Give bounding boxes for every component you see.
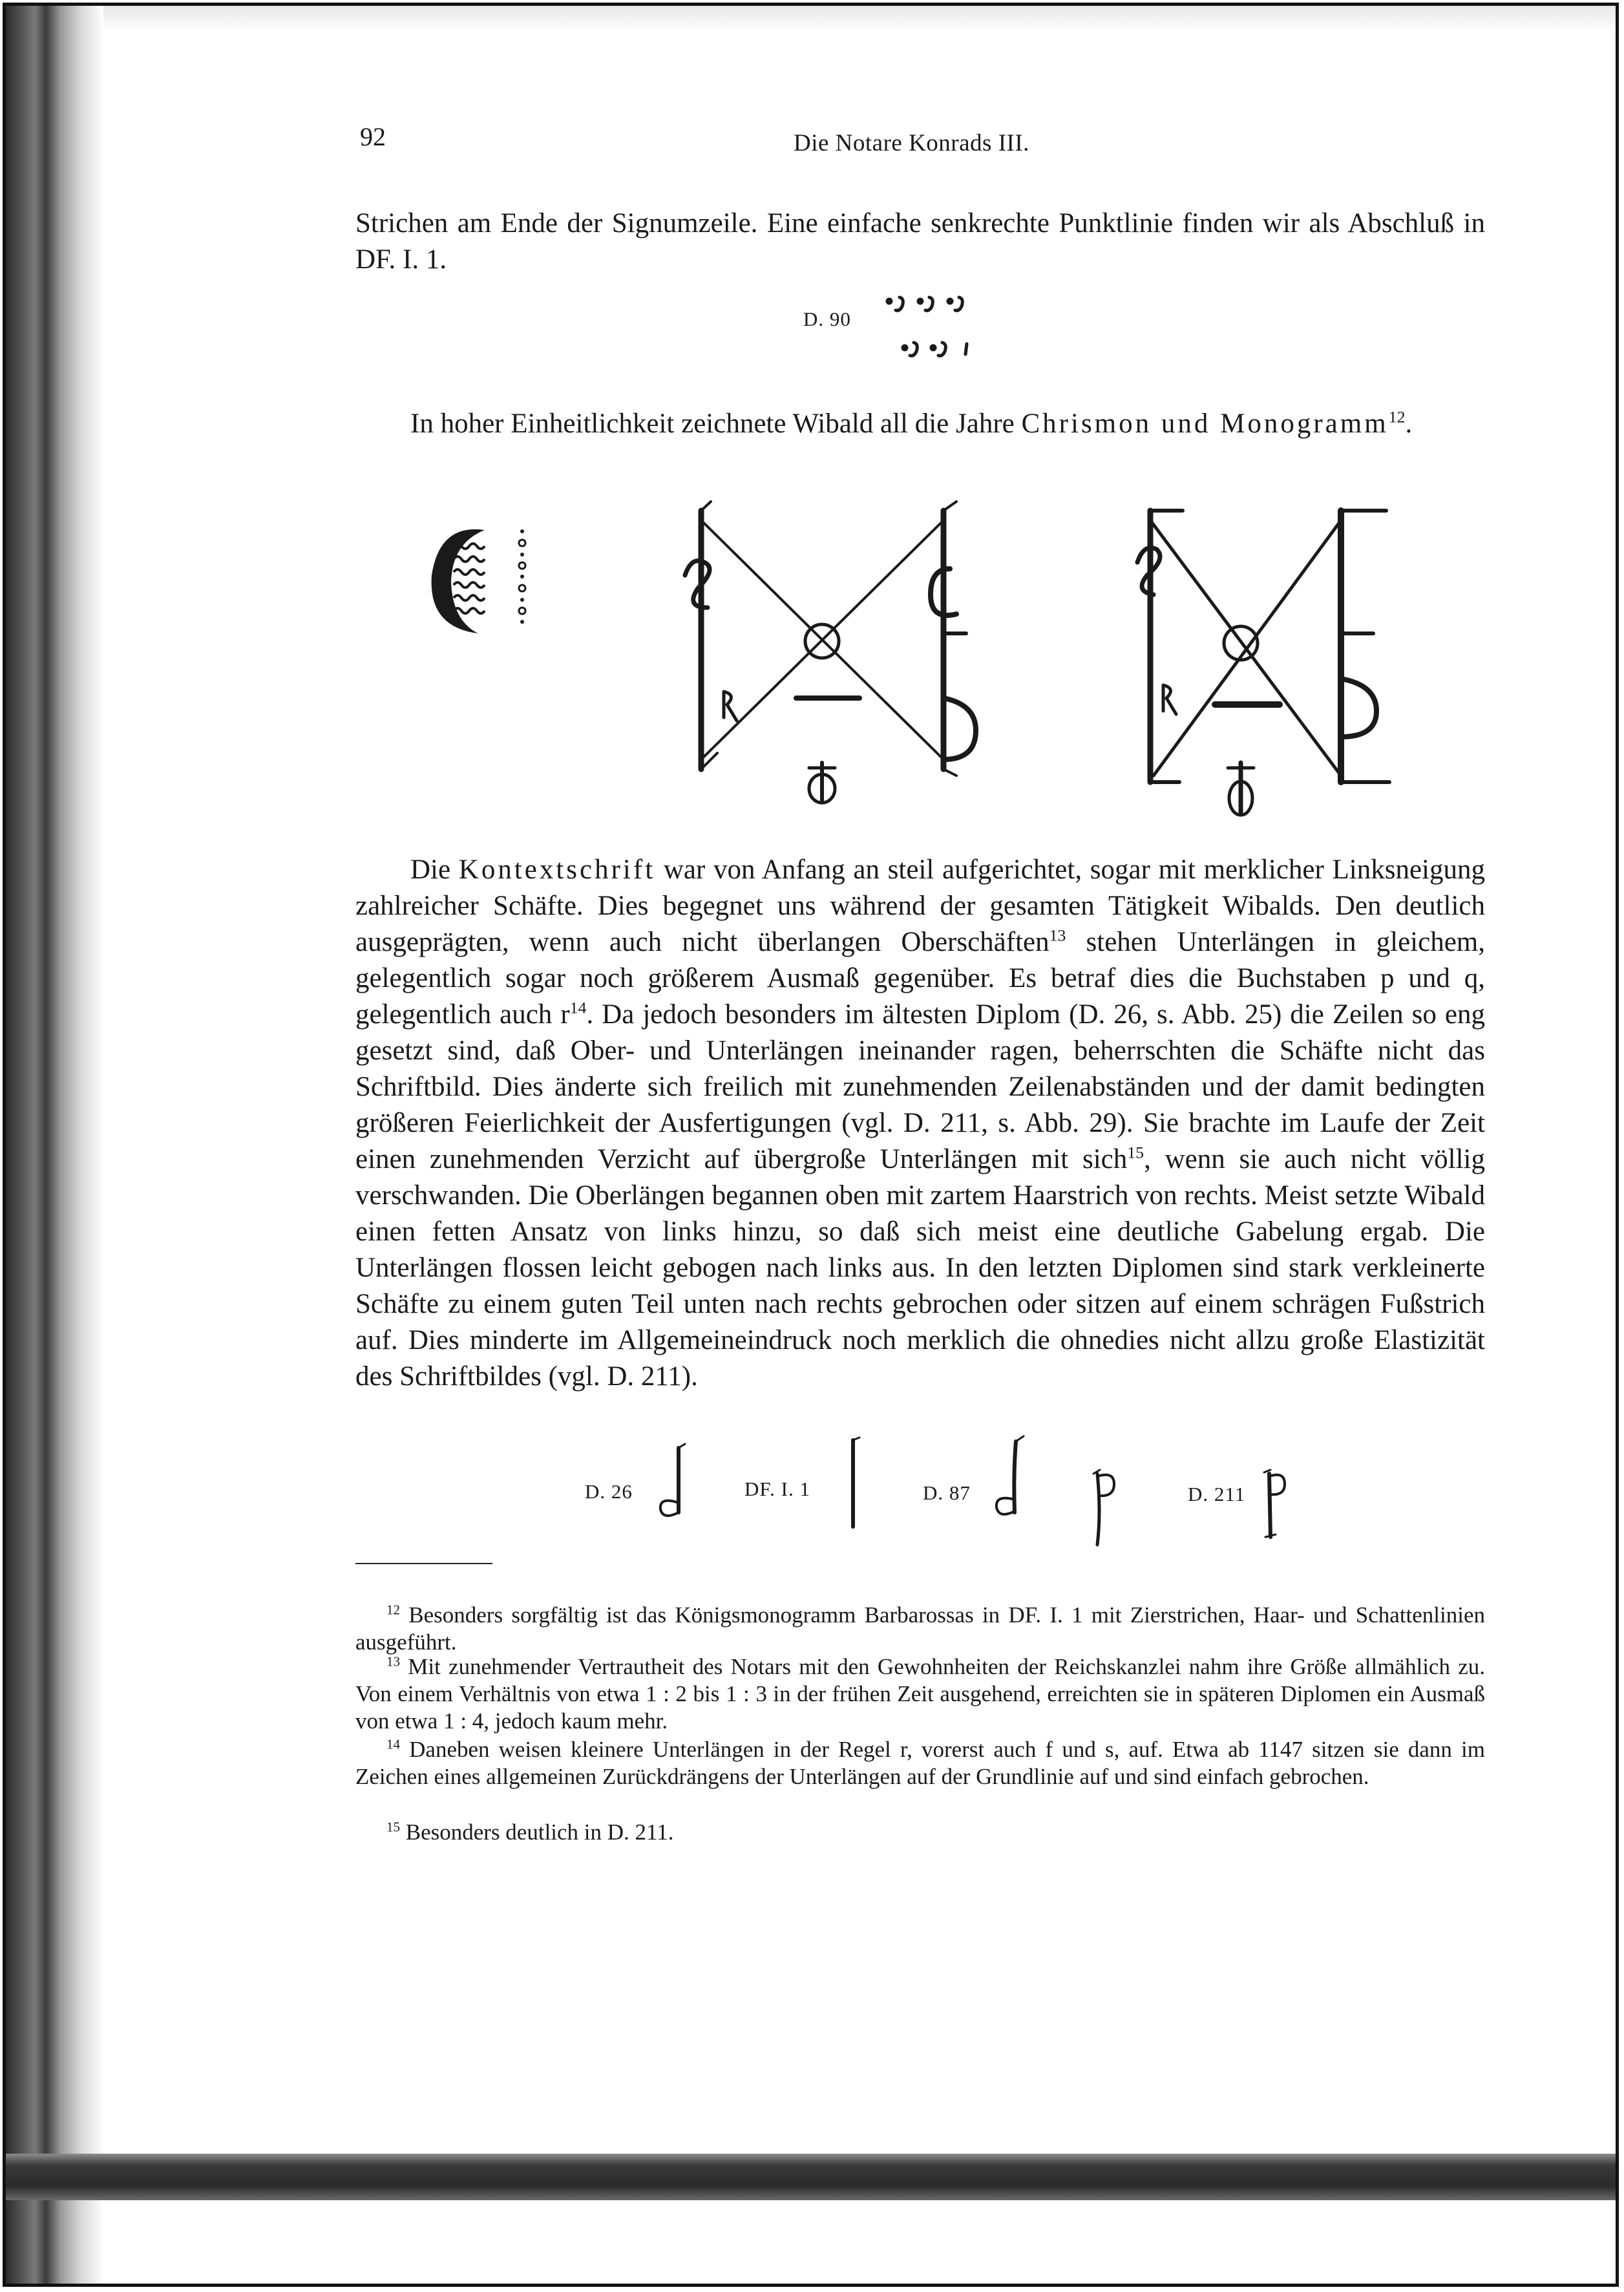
para3-text-b: stehen Unterlängen in gleichem, gelegentlich sogar noch größerem Ausmaß gegenüber. Es betraf dies die Buchstaben p und q, gelegentlich auch r <box>355 927 1485 1030</box>
para3-spaced-term: Kontextschrift <box>458 854 656 885</box>
para3-intro: Die <box>410 854 459 885</box>
d90-label: D. 90 <box>803 308 851 330</box>
paragraph-2 <box>355 406 1485 442</box>
d90-signum-strokes <box>885 291 989 362</box>
footnote-15-text: Besonders deutlich in D. 211. <box>405 1820 674 1845</box>
specimen-letter-d26 <box>653 1441 691 1525</box>
para3-text-a: war von Anfang an steil aufgerichtet, sogar mit merklicher Linksneigung zahlreicher Schäfte. Dies begegnet uns während der gesamten Tätigkeit Wibalds. Den deutlich ausgeprägten, wenn auch nicht überlangen Oberschäften <box>355 854 1485 957</box>
specimen-letter-d211-p <box>1259 1467 1291 1545</box>
specimen-label-d26: D. 26 <box>585 1480 633 1503</box>
running-head: Die Notare Konrads III. <box>794 130 1029 156</box>
page-number: 92 <box>360 122 386 151</box>
monogram-2 <box>1118 498 1396 821</box>
specimen-letter-d87-d <box>989 1435 1028 1525</box>
footnote-rule <box>355 1563 492 1564</box>
paragraph-3 <box>355 852 1485 1395</box>
para3-text-d: , wenn sie auch nicht völlig verschwanden. Die Oberlängen begannen oben mit zartem Haarstrich von rechts. Meist setzte Wibald einen fetten Ansatz von links hinzu, so daß sich meist eine deutliche Gabelung ergab. Die Unterlängen flossen leicht gebogen nach links aus. In den letzten Diplomen sind stark verkleinerte Schäfte zu einem guten Teil unten nach rechts gebrochen oder sitzen auf einem schrägen Fußstrich auf. Dies minderte im Allgemeineindruck noch merklich die ohnedies nicht allzu große Elastizität des Schriftbildes (vgl. D. 211). <box>355 1144 1485 1392</box>
footnote-14-number: 14 <box>386 1736 400 1752</box>
specimen-letter-d87-p <box>1086 1467 1124 1551</box>
footnote-15 <box>355 1819 1485 1846</box>
footnote-13 <box>355 1653 1485 1735</box>
footnote-13-text: Mit zunehmender Vertrautheit des Notars mit den Gewohnheiten der Reichskanzlei nahm ihre Größe allmählich zu. Von einem Verhältnis von etwa 1 : 2 bis 1 : 3 in der frühen Zeit ausgehend, erreichten sie in späteren Diplomen ein Ausmaß von etwa 1 : 4, jedoch kaum mehr. <box>355 1654 1485 1734</box>
specimen-label-d87: D. 87 <box>923 1481 971 1504</box>
footnote-15-number: 15 <box>386 1819 400 1835</box>
footnote-ref-15: 15 <box>1127 1143 1144 1162</box>
para2-spaced-term: Chrismon und Monogramm <box>1021 409 1389 439</box>
paragraph-1: Strichen am Ende der Signumzeile. Eine einfache senkrechte Punktlinie finden wir als Abschluß in DF. I. 1. <box>355 208 1485 275</box>
footnote-13-number: 13 <box>386 1653 400 1670</box>
footnote-ref-14: 14 <box>569 998 587 1017</box>
chrismon-illustration <box>414 517 543 646</box>
para2-end: . <box>1405 409 1413 439</box>
footnote-12-text: Besonders sorgfältig ist das Königsmonogramm Barbarossas in DF. I. 1 mit Zierstrichen, Haar- und Schattenlinien ausgeführt. <box>355 1602 1486 1655</box>
specimen-letter-df-i-1 <box>840 1436 866 1533</box>
footnote-ref-12: 12 <box>1388 407 1406 427</box>
para3-text-c: . Da jedoch besonders im ältesten Diplom (D. 26, s. Abb. 25) die Zeilen so eng gesetzt sind, daß Ober- und Unterlängen ineinander ragen, beherrschten die Schäfte nicht das Schriftbild. Dies änderte sich freilich mit zunehmenden Zeilenabständen und der damit bedingten größeren Feierlichkeit der Ausfertigungen (vgl. D. 211, s. Abb. 29). Sie brachte im Laufe der Zeit einen zunehmenden Verzicht auf übergroße Unterlängen mit sich <box>355 999 1486 1174</box>
footnote-12-number: 12 <box>386 1602 400 1618</box>
specimen-label-d211: D. 211 <box>1188 1483 1246 1505</box>
footnote-14-text: Daneben weisen kleinere Unterlängen in der Regel r, vorerst auch f und s, auf. Etwa ab 1147 sitzen sie dann im Zeichen eines allgemeinen Zurückdrängens der Unterlängen auf der Grundlinie auf und sind einfach gebrochen. <box>355 1737 1485 1789</box>
monogram-1 <box>672 504 1002 814</box>
specimen-label-df-i-1: DF. I. 1 <box>744 1478 810 1500</box>
footnote-14 <box>355 1736 1485 1790</box>
para2-text: In hoher Einheitlichkeit zeichnete Wibald all die Jahre <box>410 409 1022 439</box>
footnote-12 <box>355 1602 1485 1656</box>
footnote-ref-13: 13 <box>1049 926 1066 945</box>
